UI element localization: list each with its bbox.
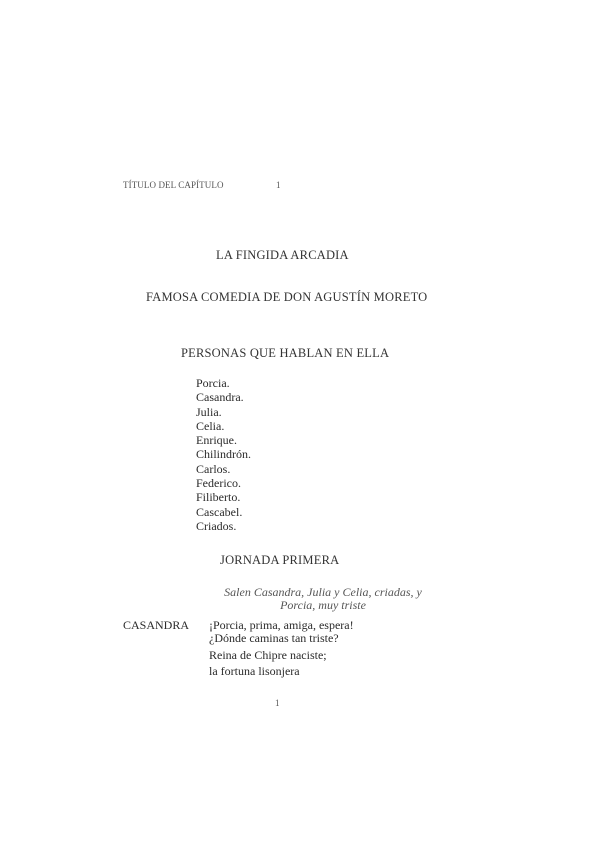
speaker-name: CASANDRA (123, 618, 190, 632)
cast-member: Casandra. (196, 390, 244, 405)
verse-line: ¡Porcia, prima, amiga, espera! (209, 618, 354, 632)
cast-member: Enrique. (196, 433, 237, 448)
cast-member: Federico. (196, 476, 241, 491)
verse-line: ¿Dónde caminas tan triste? (209, 631, 339, 645)
cast-heading: PERSONAS QUE HABLAN EN ELLA (181, 346, 390, 360)
cast-member: Carlos. (196, 461, 231, 476)
stage-direction-line: Porcia, muy triste (280, 598, 366, 612)
verse-line: Reina de Chipre naciste; (209, 648, 327, 662)
act-heading: JORNADA PRIMERA (220, 553, 340, 567)
cast-member: Chilindrón. (196, 447, 252, 462)
running-header-page-number: 1 (276, 180, 281, 190)
play-subtitle: FAMOSA COMEDIA DE DON AGUSTÍN MORETO (146, 290, 428, 304)
cast-member: Cascabel. (196, 504, 243, 519)
cast-member: Porcia. (196, 376, 230, 390)
footer-page-number: 1 (275, 698, 280, 708)
play-title: LA FINGIDA ARCADIA (216, 248, 349, 262)
cast-member: Celia. (196, 418, 225, 433)
verse-line: la fortuna lisonjera (209, 664, 300, 678)
cast-list (196, 376, 251, 533)
cast-member: Julia. (196, 404, 222, 419)
running-header-title: TÍTULO DEL CAPÍTULO (123, 180, 224, 190)
cast-member: Criados. (196, 518, 237, 533)
stage-direction-line: Salen Casandra, Julia y Celia, criadas, y (224, 585, 422, 599)
stage-direction (210, 586, 436, 612)
cast-member: Filiberto. (196, 490, 241, 505)
